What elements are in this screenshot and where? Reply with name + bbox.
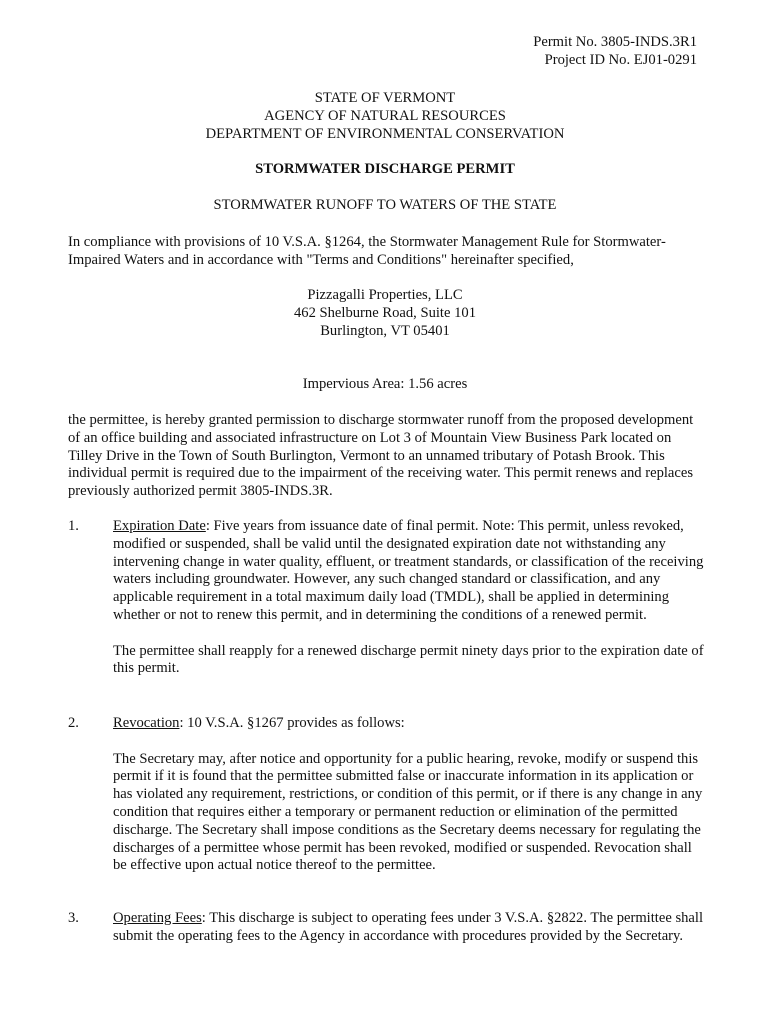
item-heading: Revocation (113, 715, 180, 731)
compliance-paragraph: In compliance with provisions of 10 V.S.A. §1264, the Stormwater Management Rule for Stormwater-Impaired Waters and in accordance with "Terms and Conditions" hereinafter specified, (68, 234, 666, 268)
item-paragraph (113, 518, 705, 625)
item-text: : Five years from issuance date of final permit. Note: This permit, unless revoked, modified or suspended, shall be valid until the designated expiration date not withstanding any intervening change in water quality, effluent, or treatment standards, or classification of the receiving waters including groundwater. However, any such changed standard or classification, and any applicable requirement in a total maximum daily load (TMDL), shall be applied in determining whether or not to renew this permit, and in determining the conditions of a renewed permit. (113, 518, 704, 623)
item-extra-paragraph: The Secretary may, after notice and opportunity for a public hearing, revoke, modify or suspend this permit if it is found that the permittee submitted false or inaccurate information in its application or has violated any requirement, restrictions, or condition of this permit, or if there is any change in any condition that requires either a temporary or permanent reduction or elimination of the permitted discharge. The Secretary shall impose conditions as the Secretary deems necessary for regulating the discharges of a permittee whose permit has been revoked, modified or suspended. Revocation shall be effective upon actual notice thereof to the permittee. (113, 750, 703, 874)
project-id: Project ID No. EJ01-0291 (544, 51, 697, 68)
department-name: DEPARTMENT OF ENVIRONMENTAL CONSERVATION (205, 125, 565, 142)
agency-block (0, 90, 770, 143)
item-heading: Operating Fees (113, 910, 202, 926)
item-number: 1. (68, 518, 79, 534)
item-number: 2. (68, 715, 79, 731)
document-title: STORMWATER DISCHARGE PERMIT (255, 161, 515, 177)
item-extra-paragraph: The permittee shall reapply for a renewed discharge permit ninety days prior to the expiration date of this permit. (113, 642, 704, 677)
impervious-area: Impervious Area: 1.56 acres (302, 376, 468, 392)
permittee-name: Pizzagalli Properties, LLC (307, 287, 463, 303)
item-body (113, 518, 705, 678)
permittee-address-line2: Burlington, VT 05401 (320, 322, 450, 339)
agency-name: AGENCY OF NATURAL RESOURCES (264, 107, 506, 124)
permittee-block (0, 287, 770, 340)
grant-paragraph: the permittee, is hereby granted permission to discharge stormwater runoff from the proposed development of an office building and associated infrastructure on Lot 3 of Mountain View Business Park located on Tilley Drive in the Town of South Burlington, Vermont to an unnamed tributary of Potash Brook. This individual permit is required due to the impairment of the receiving water. This permit renews and replaces previously authorized permit 3805-INDS.3R. (68, 412, 694, 500)
item-number: 3. (68, 910, 79, 926)
permittee-address-line1: 462 Shelburne Road, Suite 101 (293, 304, 476, 321)
item-text: : 10 V.S.A. §1267 provides as follows: (179, 715, 405, 731)
permit-identifiers (533, 34, 697, 70)
item-paragraph (113, 715, 705, 733)
item-text: : This discharge is subject to operating fees under 3 V.S.A. §2822. The permittee shall submit the operating fees to the Agency in accordance with procedures provided by the Secretary. (113, 910, 704, 944)
item-heading: Expiration Date (113, 518, 206, 534)
permit-number: Permit No. 3805-INDS.3R1 (533, 34, 697, 50)
state-name: STATE OF VERMONT (314, 90, 456, 106)
item-paragraph (113, 910, 705, 946)
document-subtitle: STORMWATER RUNOFF TO WATERS OF THE STATE (213, 197, 557, 213)
item-body (113, 715, 705, 875)
item-body (113, 910, 705, 946)
